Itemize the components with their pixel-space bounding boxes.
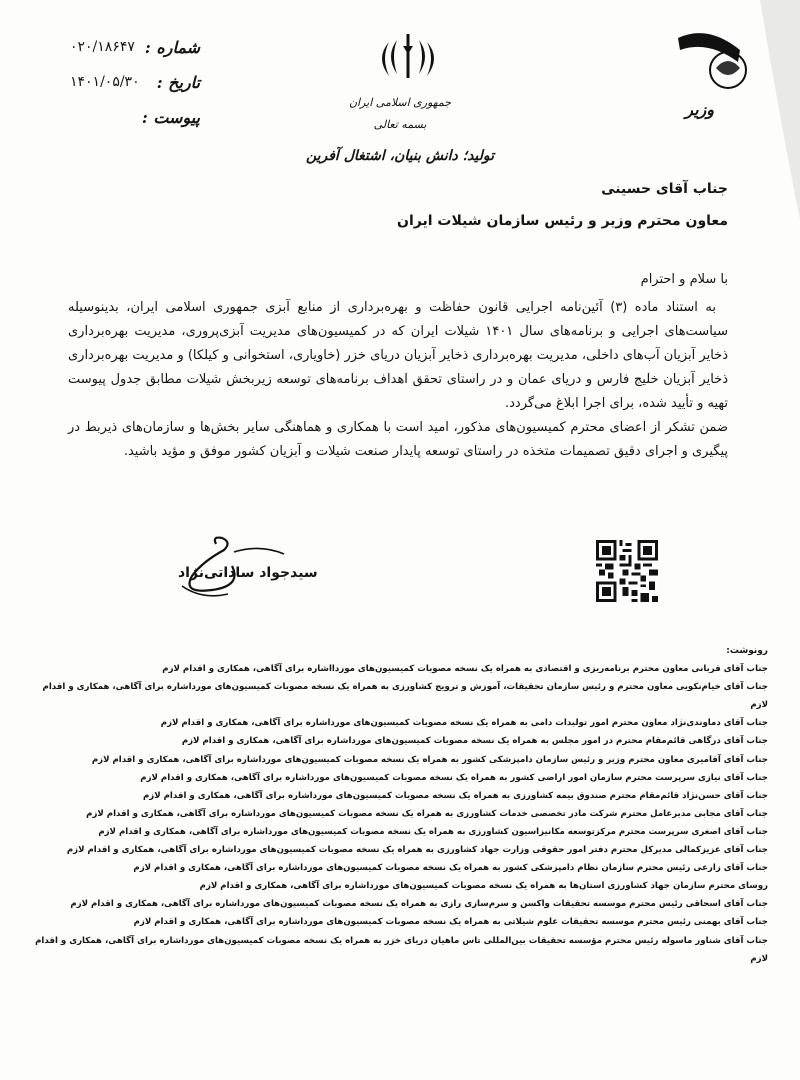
addressee-name: جناب آقای حسینی	[601, 181, 728, 197]
salutation: با سلام و احترام	[640, 272, 728, 287]
date-value: ۱۴۰۱/۰۵/۳۰	[70, 74, 140, 90]
cc-list	[28, 642, 768, 968]
number-value: ۰۲۰/۱۸۶۴۷	[70, 39, 135, 55]
emblem-caption: جمهوری اسلامی ایران	[348, 96, 452, 109]
cc-item: جناب آقای اسحاقی رئیس محترم موسسه تحقیقات واکسن و سرم‌سازی رازی به همراه یک نسخه مصوبات کمیسیون‌های مورداشاره برای آگاهی، همکاری و اقدام لازم	[70, 899, 768, 910]
cc-item: جناب آقای زارعی رئیس محترم سازمان نظام دامپزشکی کشور به همراه یک نسخه مصوبات کمیسیون‌های مورداشاره برای آگاهی، همکاری و اقدام لازم	[133, 863, 768, 874]
date-label: تاریخ :	[156, 73, 200, 92]
number-row	[70, 38, 200, 57]
cc-title: رونوشت:	[726, 646, 768, 656]
body-paragraph-2: ضمن تشکر از اعضای محترم کمیسیون‌های مذکور، امید است با همکاری و هماهنگی سایر بخش‌ها و سازمان‌های ذیربط در پیگیری و اجرای دقیق تصمیمات متخذه در راستای توسعه پایدار صنعت شیلات و آبزیان کشور موفق و مؤید باشید.	[68, 420, 728, 459]
body-paragraph-1: به استناد ماده (۳) آئین‌نامه اجرایی قانون حفاظت و بهره‌برداری از منابع آبزی جمهوری اسلامی ایران، بدینوسیله سیاست‌های اجرایی و برنامه‌های سال ۱۴۰۱ شیلات ایران که در کمیسیون‌های مدیریت آبزی‌پروری، مدیریت بهره‌برداری ذخایر آبزیان آب‌های داخلی، مدیریت بهره‌برداری ذخایر آبزیان دریای خزر (خاویاری، استخوانی و کیلکا) و مدیریت بهره‌برداری ذخایر آبزیان خلیج فارس و دریای عمان و در راستای تحقق اهداف برنامه‌های توسعه زیربخش شیلات مطابق جدول پیوست تهیه و تأیید شده، برای اجرا ابلاغ می‌گردد.	[67, 300, 728, 411]
minister-label: وزیر	[685, 100, 714, 119]
cc-item: جناب آقای آقامیری معاون محترم وزیر و رئیس سازمان دامپزشکی کشور به همراه یک نسخه مصوبات کمیسیون‌های مورداشاره برای آگاهی، همکاری و اقدام لازم	[91, 754, 768, 765]
iran-emblem-icon	[373, 32, 443, 82]
number-label: شماره :	[144, 38, 200, 57]
cc-item: جناب آقای عزیزکمالی مدیرکل محترم دفتر امور حقوقی وزارت جهاد کشاورزی به همراه یک نسخه مصوبات کمیسیون‌های مورداشاره برای آگاهی، همکاری و اقدام لازم	[66, 845, 768, 856]
cc-item: جناب آقای خیام‌نکویی معاون محترم و رئیس سازمان تحقیقات، آموزش و ترویج کشاورزی به همراه یک نسخه مصوبات کمیسیون‌های مورداشاره برای آگاهی، همکاری و اقدام لازم	[42, 682, 768, 711]
cc-item: روسای محترم سازمان جهاد کشاورزی استان‌ها به همراه یک نسخه مصوبات کمیسیون‌های مورداشاره برای آگاهی، همکاری و اقدام لازم	[199, 881, 768, 892]
bismillah-text: بسمه تعالی	[373, 118, 427, 131]
signatory-name: سیدجواد ساداتی‌نژاد	[178, 565, 318, 581]
page-fold-shadow	[740, 0, 800, 220]
cc-item: جناب آقای مجابی مدیرعامل محترم شرکت مادر تخصصی خدمات کشاورزی به همراه یک نسخه مصوبات کمیسیون‌های مورداشاره برای آگاهی، همکاری و اقدام لازم	[86, 808, 768, 819]
cc-item: جناب آقای شناور ماسوله رئیس محترم مؤسسه تحقیقات بین‌المللی تاس ماهیان دریای خزر به همراه یک نسخه مصوبات کمیسیون‌های مورداشاره برای آگاهی، همکاری و اقدام لازم	[35, 935, 768, 964]
attachment-label: پیوست :	[141, 108, 200, 127]
cc-item: جناب آقای اصغری سرپرست محترم مرکزتوسعه مکانیزاسیون کشاورزی به همراه یک نسخه مصوبات کمیسیون‌های مورداشاره برای آگاهی، همکاری و اقدام لازم	[98, 826, 768, 837]
cc-item: جناب آقای حسن‌نژاد قائم‌مقام محترم صندوق بیمه کشاورزی به همراه یک نسخه مصوبات کمیسیون‌های مورداشاره برای آگاهی، همکاری و اقدام لازم	[142, 790, 768, 801]
attachment-row	[70, 108, 200, 127]
year-slogan: تولید؛ دانش بنیان، اشتغال آفرین	[305, 148, 495, 164]
cc-item: جناب آقای درگاهی قائم‌مقام محترم در امور مجلس به همراه یک نسخه مصوبات کمیسیون‌های مورداشاره برای آگاهی، همکاری و اقدام لازم	[181, 736, 768, 747]
date-row	[70, 73, 200, 92]
cc-item: جناب آقای نیازی سرپرست محترم سازمان امور اراضی کشور به همراه یک نسخه مصوبات کمیسیون‌های مورداشاره برای آگاهی، همکاری و اقدام لازم	[140, 772, 768, 783]
letter-meta	[70, 38, 200, 143]
cc-item: جناب آقای بهمنی رئیس محترم موسسه تحقیقات علوم شیلاتی به همراه یک نسخه مصوبات کمیسیون‌های مورداشاره برای آگاهی، همکاری و اقدام لازم	[133, 917, 768, 928]
letter-body	[68, 296, 728, 464]
cc-item: جناب آقای قربانی معاون محترم برنامه‌ریزی و اقتصادی به همراه یک نسخه مصوبات کمیسیون‌های موردااشاره برای آگاهی، همکاری و اقدام لازم	[162, 664, 768, 675]
ministry-logo	[668, 30, 748, 90]
cc-item: جناب آقای دماوندی‌نژاد معاون محترم امور تولیدات دامی به همراه یک نسخه مصوبات کمیسیون‌های مورداشاره برای آگاهی، همکاری و اقدام لازم	[160, 718, 768, 729]
qr-code-icon	[596, 540, 658, 602]
addressee-title: معاون محترم وزیر و رئیس سازمان شیلات ایران	[397, 213, 728, 229]
